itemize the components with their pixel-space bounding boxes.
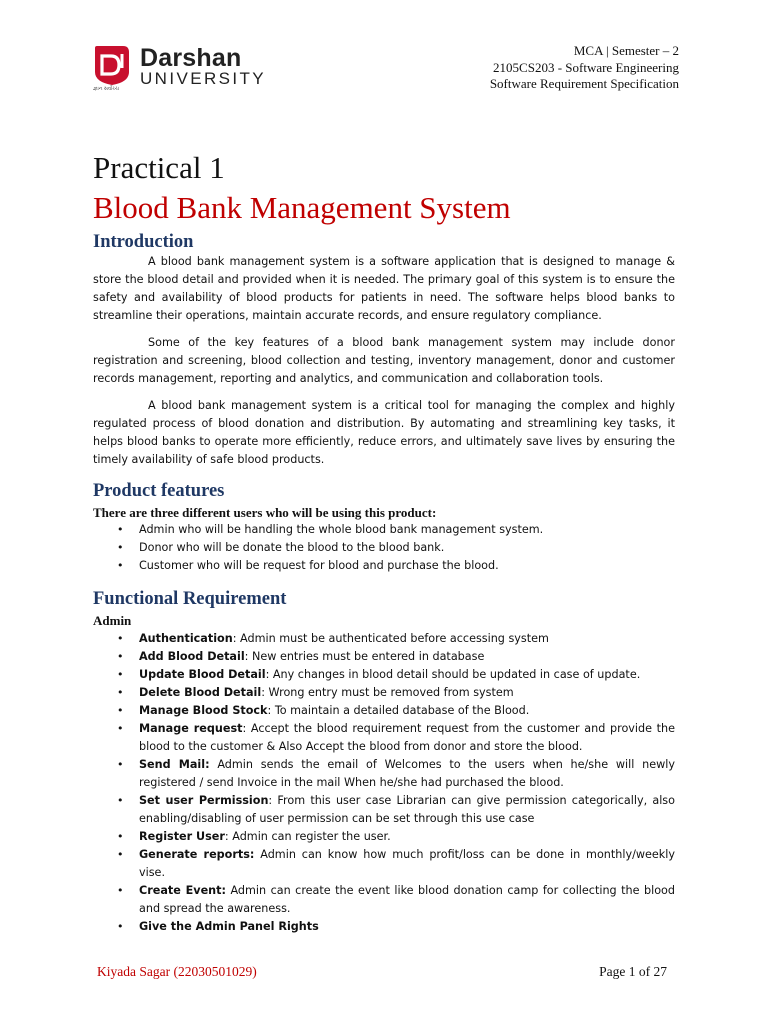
bullet-icon: • [117, 523, 124, 536]
logo-wordmark: Darshan [140, 44, 242, 72]
bullet-icon: • [117, 848, 124, 861]
document-line: Software Requirement Specification [489, 76, 679, 91]
footer-author: Kiyada Sagar (22030501029) [97, 964, 257, 979]
functional-requirement-list [93, 630, 675, 936]
list-item: • Create Event: Admin can create the event like blood donation camp for collecting the blood and spread the awareness. [117, 884, 675, 915]
bullet-icon: • [117, 541, 124, 554]
list-item: • Customer who will be request for blood and purchase the blood. [93, 557, 675, 575]
list-item: • Register User: Admin can register the user. [93, 828, 675, 846]
university-logo [93, 44, 267, 94]
bullet-icon: • [117, 668, 124, 681]
project-title: Blood Bank Management System [93, 190, 511, 225]
intro-paragraph-2: Some of the key features of a blood bank management system may include donor registration and screening, blood collection and testing, inventory management, donor and customer records management, reporting and analytics, and communication and collaboration tools. [93, 336, 675, 385]
list-item: • Update Blood Detail: Any changes in blood detail should be updated in case of update. [93, 666, 675, 684]
practical-title: Practical 1 [93, 150, 225, 185]
bullet-icon: • [117, 830, 124, 843]
header-info [490, 43, 679, 93]
logo-tagline: જ્ઞાન સર્વોચ્ચ [93, 86, 119, 92]
logo-university-text: UNIVERSITY [140, 69, 267, 88]
intro-paragraph-3: A blood bank management system is a critical tool for managing the complex and highly regulated process of blood donation and distribution. By automating and streamlining key tasks, it helps blood banks to operate more efficiently, reduce errors, and ultimately save lives by ensuring the timely availability of safe blood products. [93, 399, 675, 466]
page-number: Page 1 of 27 [599, 964, 667, 979]
list-item: • Authentication: Admin must be authenticated before accessing system [93, 630, 675, 648]
list-item: • Give the Admin Panel Rights [93, 918, 675, 936]
product-features-heading: Product features [93, 481, 225, 501]
bullet-icon: • [117, 884, 124, 897]
bullet-icon: • [117, 650, 124, 663]
list-item: • Add Blood Detail: New entries must be entered in database [93, 648, 675, 666]
university-logo-icon [93, 44, 131, 86]
bullet-icon: • [117, 920, 124, 933]
admin-subheading: Admin [93, 613, 132, 628]
functional-requirement-heading: Functional Requirement [93, 589, 287, 609]
list-item: • Set user Permission: From this user case Librarian can give permission categorically, also enabling/disabling of user permission can be set through this use case [117, 794, 675, 825]
course-line: MCA | Semester – 2 [573, 43, 679, 58]
list-item: • Admin who will be handling the whole blood bank management system. [93, 521, 675, 539]
list-item: • Donor who will be donate the blood to the blood bank. [93, 539, 675, 557]
list-item: • Manage request: Accept the blood requirement request from the customer and provide the blood to the customer & Also Accept the blood from donor and store the blood. [117, 722, 676, 753]
intro-paragraph-1: A blood bank management system is a software application that is designed to manage & store the blood detail and provided when it is needed. The primary goal of this system is to ensure the safety and availability of blood products for patients in need. The software helps blood banks to streamline their operations, maintain accurate records, and ensure regulatory compliance. [93, 255, 675, 322]
bullet-icon: • [117, 559, 124, 572]
list-item: • Send Mail: Admin sends the email of Welcomes to the users when he/she will newly registered / send Invoice in the mail When he/she had purchased the blood. [117, 758, 675, 789]
bullet-icon: • [117, 758, 124, 771]
product-features-list [93, 521, 675, 575]
subject-line: 2105CS203 - Software Engineering [493, 59, 679, 75]
bullet-icon: • [117, 794, 124, 807]
list-item: • Manage Blood Stock: To maintain a detailed database of the Blood. [93, 702, 675, 720]
bullet-icon: • [117, 704, 124, 717]
product-features-subheading: There are three different users who will be using this product: [93, 505, 437, 520]
introduction-heading: Introduction [93, 232, 194, 252]
list-item: • Generate reports: Admin can know how much profit/loss can be done in monthly/weekly vise. [117, 848, 675, 879]
list-item: • Delete Blood Detail: Wrong entry must be removed from system [93, 684, 675, 702]
bullet-icon: • [117, 686, 124, 699]
bullet-icon: • [117, 722, 124, 735]
bullet-icon: • [117, 632, 124, 645]
